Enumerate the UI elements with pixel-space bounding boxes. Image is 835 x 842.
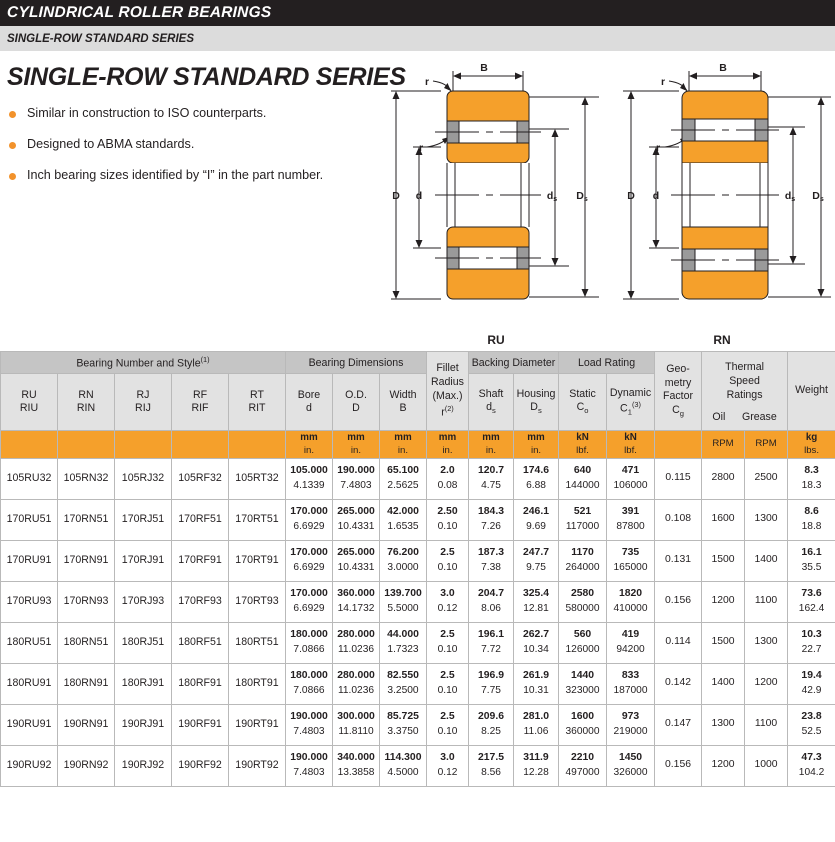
cell-ru: 180RU91	[1, 663, 58, 704]
units-housing: mm in.	[514, 431, 559, 459]
cell-rf: 105RF32	[172, 458, 229, 499]
cell-housing: 311.9 12.28	[514, 745, 559, 786]
cell-shaft: 196.1 7.72	[469, 622, 514, 663]
cell-housing: 246.1 9.69	[514, 499, 559, 540]
cell-rt: 180RT51	[229, 622, 286, 663]
cell-geometry: 0.147	[655, 704, 702, 745]
cell-bore: 190.000 7.4803	[286, 704, 333, 745]
cell-shaft: 187.3 7.38	[469, 540, 514, 581]
cell-static: 1600 360000	[559, 704, 607, 745]
cell-oil-rpm: 1500	[702, 622, 745, 663]
column-header-rf: RF RIF	[172, 374, 229, 431]
cell-shaft: 209.6 8.25	[469, 704, 514, 745]
cell-rj: 190RJ91	[115, 704, 172, 745]
cell-fillet: 2.0 0.08	[427, 458, 469, 499]
group-header-bearing-number: Bearing Number and Style$^{(1)}$	[1, 352, 286, 374]
cell-oil-rpm: 1200	[702, 581, 745, 622]
column-header-rn: RN RIN	[58, 374, 115, 431]
cell-fillet: 3.0 0.12	[427, 581, 469, 622]
cell-width: 85.725 3.3750	[380, 704, 427, 745]
dim-label-ds-housing: Ds	[576, 190, 588, 203]
cell-bore: 170.000 6.6929	[286, 499, 333, 540]
bearing-spec-table	[0, 351, 835, 787]
units-blank	[172, 431, 229, 459]
cell-rt: 170RT91	[229, 540, 286, 581]
column-header-static-load: Static $C_o$	[559, 374, 607, 431]
cell-rj: 170RJ91	[115, 540, 172, 581]
figure-caption-rn: RN	[713, 333, 731, 347]
units-grease-rpm: RPM	[745, 431, 788, 459]
cell-housing: 281.0 11.06	[514, 704, 559, 745]
cell-rj: 170RJ51	[115, 499, 172, 540]
cell-oil-rpm: 1400	[702, 663, 745, 704]
dim-label-r-inner: r	[418, 142, 424, 154]
units-oil-rpm: RPM	[702, 431, 745, 459]
feature-bullet-list	[9, 106, 379, 199]
bullet-dot-icon	[9, 142, 16, 149]
dim-label-r-inner: r	[655, 142, 661, 154]
thermal-oil-label: Oil	[712, 411, 726, 424]
cell-geometry: 0.131	[655, 540, 702, 581]
cell-rt: 170RT93	[229, 581, 286, 622]
cell-ru: 190RU92	[1, 745, 58, 786]
cell-oil-rpm: 1300	[702, 704, 745, 745]
bullet-dot-icon	[9, 111, 16, 118]
cell-od: 300.000 11.8110	[333, 704, 380, 745]
units-blank	[58, 431, 115, 459]
table-row	[1, 540, 835, 581]
units-static: kN lbf.	[559, 431, 607, 459]
cell-grease-rpm: 1400	[745, 540, 788, 581]
units-width: mm in.	[380, 431, 427, 459]
units-blank	[229, 431, 286, 459]
cell-grease-rpm: 1300	[745, 622, 788, 663]
intro-section	[0, 51, 835, 351]
cell-dynamic: 1820 410000	[607, 581, 655, 622]
dim-label-r-top: r	[424, 76, 430, 88]
cell-weight: 8.6 18.8	[788, 499, 835, 540]
thermal-grease-label: Grease	[741, 411, 777, 424]
column-header-rt: RT RIT	[229, 374, 286, 431]
cell-rn: 190RN91	[58, 704, 115, 745]
cell-housing: 325.4 12.81	[514, 581, 559, 622]
page-title: SINGLE-ROW STANDARD SERIES	[7, 63, 406, 91]
dim-label-b: B	[719, 62, 727, 74]
table-row	[1, 458, 835, 499]
cell-shaft: 204.7 8.06	[469, 581, 514, 622]
cell-fillet: 3.0 0.12	[427, 745, 469, 786]
cell-width: 44.000 1.7323	[380, 622, 427, 663]
cell-width: 42.000 1.6535	[380, 499, 427, 540]
bullet-text: Inch bearing sizes identified by “I” in the part number.	[27, 168, 324, 182]
cell-ru: 105RU32	[1, 458, 58, 499]
cell-rn: 170RN91	[58, 540, 115, 581]
cell-weight: 16.1 35.5	[788, 540, 835, 581]
cell-geometry: 0.156	[655, 581, 702, 622]
page-banner-subtitle	[0, 26, 835, 51]
bullet-text: Designed to ABMA standards.	[27, 137, 195, 151]
banner-title-text: CYLINDRICAL ROLLER BEARINGS	[6, 4, 272, 21]
units-fillet: mm in.	[427, 431, 469, 459]
table-row	[1, 663, 835, 704]
cell-rn: 170RN93	[58, 581, 115, 622]
cell-rn: 170RN51	[58, 499, 115, 540]
cell-static: 1440 323000	[559, 663, 607, 704]
cell-housing: 262.7 10.34	[514, 622, 559, 663]
dim-label-r-top: r	[660, 76, 666, 88]
cell-grease-rpm: 2500	[745, 458, 788, 499]
cell-shaft: 120.7 4.75	[469, 458, 514, 499]
column-header-bore: Bore d	[286, 374, 333, 431]
cell-rf: 180RF51	[172, 622, 229, 663]
dim-label-b: B	[480, 62, 488, 74]
figure-caption-ru: RU	[487, 333, 505, 347]
group-header-load-rating: Load Rating	[559, 352, 655, 374]
cell-rf: 190RF91	[172, 704, 229, 745]
column-header-geometry-factor: Geo- metry Factor $C_g$	[655, 352, 702, 431]
cell-width: 114.300 4.5000	[380, 745, 427, 786]
cell-dynamic: 973 219000	[607, 704, 655, 745]
units-dynamic: kN lbf.	[607, 431, 655, 459]
cell-grease-rpm: 1100	[745, 704, 788, 745]
column-header-shaft: Shaft $d_s$	[469, 374, 514, 431]
cell-width: 139.700 5.5000	[380, 581, 427, 622]
cell-ru: 180RU51	[1, 622, 58, 663]
cell-rj: 180RJ51	[115, 622, 172, 663]
cell-grease-rpm: 1100	[745, 581, 788, 622]
bearing-diagram-rn	[609, 59, 835, 349]
dim-label-ds-shaft: ds	[784, 190, 796, 203]
cell-rf: 170RF93	[172, 581, 229, 622]
cell-weight: 19.4 42.9	[788, 663, 835, 704]
table-row	[1, 581, 835, 622]
cell-geometry: 0.142	[655, 663, 702, 704]
units-bore: mm in.	[286, 431, 333, 459]
cell-od: 340.000 13.3858	[333, 745, 380, 786]
list-item	[9, 137, 379, 151]
table-group-header-row	[1, 352, 835, 374]
column-header-width: Width B	[380, 374, 427, 431]
bullet-dot-icon	[9, 173, 16, 180]
group-header-backing-diameter: Backing Diameter	[469, 352, 559, 374]
cell-geometry: 0.156	[655, 745, 702, 786]
cell-rf: 190RF92	[172, 745, 229, 786]
table-row	[1, 499, 835, 540]
cell-od: 280.000 11.0236	[333, 663, 380, 704]
cell-rt: 105RT32	[229, 458, 286, 499]
cell-shaft: 184.3 7.26	[469, 499, 514, 540]
cell-rt: 170RT51	[229, 499, 286, 540]
cell-static: 560 126000	[559, 622, 607, 663]
cell-rj: 170RJ93	[115, 581, 172, 622]
cell-bore: 170.000 6.6929	[286, 540, 333, 581]
cell-fillet: 2.5 0.10	[427, 663, 469, 704]
banner-subtitle-text: SINGLE-ROW STANDARD SERIES	[7, 32, 194, 45]
cell-rf: 170RF91	[172, 540, 229, 581]
figure-group	[383, 59, 835, 349]
dim-label-d-bore: d	[415, 190, 423, 202]
cell-rj: 105RJ32	[115, 458, 172, 499]
cell-shaft: 217.5 8.56	[469, 745, 514, 786]
cell-rj: 180RJ91	[115, 663, 172, 704]
cell-ru: 170RU93	[1, 581, 58, 622]
cell-weight: 10.3 22.7	[788, 622, 835, 663]
cell-rf: 170RF51	[172, 499, 229, 540]
cell-dynamic: 391 87800	[607, 499, 655, 540]
cell-od: 265.000 10.4331	[333, 499, 380, 540]
cell-geometry: 0.108	[655, 499, 702, 540]
cell-static: 640 144000	[559, 458, 607, 499]
dim-label-d-outer: D	[627, 190, 635, 202]
cell-grease-rpm: 1200	[745, 663, 788, 704]
column-header-fillet-radius: Fillet Radius (Max.) $r^{(2)}$	[427, 352, 469, 431]
page-banner-title	[0, 0, 835, 26]
list-item	[9, 168, 379, 182]
dim-label-d-outer: D	[392, 190, 400, 202]
bearing-diagram-ru	[383, 59, 609, 349]
column-header-rj: RJ RIJ	[115, 374, 172, 431]
cell-rn: 105RN32	[58, 458, 115, 499]
cell-rt: 190RT91	[229, 704, 286, 745]
cell-static: 2580 580000	[559, 581, 607, 622]
column-header-ru: RU RIU	[1, 374, 58, 431]
cell-od: 265.000 10.4331	[333, 540, 380, 581]
cell-bore: 105.000 4.1339	[286, 458, 333, 499]
cell-housing: 261.9 10.31	[514, 663, 559, 704]
cell-width: 65.100 2.5625	[380, 458, 427, 499]
cell-width: 76.200 3.0000	[380, 540, 427, 581]
cell-bore: 190.000 7.4803	[286, 745, 333, 786]
cell-rt: 180RT91	[229, 663, 286, 704]
column-header-housing: Housing $D_s$	[514, 374, 559, 431]
units-blank-geometry	[655, 431, 702, 459]
cell-oil-rpm: 1500	[702, 540, 745, 581]
cell-weight: 73.6 162.4	[788, 581, 835, 622]
cell-shaft: 196.9 7.75	[469, 663, 514, 704]
cell-fillet: 2.5 0.10	[427, 704, 469, 745]
table-body	[1, 458, 835, 786]
cell-width: 82.550 3.2500	[380, 663, 427, 704]
cell-fillet: 2.5 0.10	[427, 540, 469, 581]
cell-ru: 170RU91	[1, 540, 58, 581]
cell-dynamic: 419 94200	[607, 622, 655, 663]
column-header-dynamic-load: Dynamic $C_1^{(3)}$	[607, 374, 655, 431]
cell-od: 190.000 7.4803	[333, 458, 380, 499]
table-units-row	[1, 431, 835, 459]
cell-rt: 190RT92	[229, 745, 286, 786]
units-blank	[1, 431, 58, 459]
cell-housing: 174.6 6.88	[514, 458, 559, 499]
cell-fillet: 2.50 0.10	[427, 499, 469, 540]
cell-rn: 180RN51	[58, 622, 115, 663]
cell-rj: 190RJ92	[115, 745, 172, 786]
column-header-od: O.D. D	[333, 374, 380, 431]
rn-drawing-svg	[609, 59, 835, 331]
units-od: mm in.	[333, 431, 380, 459]
cell-bore: 180.000 7.0866	[286, 622, 333, 663]
cell-dynamic: 735 165000	[607, 540, 655, 581]
table-row	[1, 704, 835, 745]
cell-bore: 180.000 7.0866	[286, 663, 333, 704]
cell-ru: 190RU91	[1, 704, 58, 745]
cell-static: 1170 264000	[559, 540, 607, 581]
dim-label-d-bore: d	[652, 190, 660, 202]
table-row	[1, 745, 835, 786]
cell-oil-rpm: 2800	[702, 458, 745, 499]
cell-oil-rpm: 1600	[702, 499, 745, 540]
cell-bore: 170.000 6.6929	[286, 581, 333, 622]
cell-rn: 180RN91	[58, 663, 115, 704]
cell-rf: 180RF91	[172, 663, 229, 704]
units-blank	[115, 431, 172, 459]
cell-grease-rpm: 1300	[745, 499, 788, 540]
list-item	[9, 106, 379, 120]
cell-dynamic: 471 106000	[607, 458, 655, 499]
cell-od: 360.000 14.1732	[333, 581, 380, 622]
dim-label-ds-shaft: ds	[546, 190, 558, 203]
cell-fillet: 2.5 0.10	[427, 622, 469, 663]
cell-od: 280.000 11.0236	[333, 622, 380, 663]
cell-geometry: 0.115	[655, 458, 702, 499]
units-shaft: mm in.	[469, 431, 514, 459]
cell-ru: 170RU51	[1, 499, 58, 540]
cell-dynamic: 833 187000	[607, 663, 655, 704]
table-row	[1, 622, 835, 663]
ru-drawing-svg	[383, 59, 609, 331]
cell-dynamic: 1450 326000	[607, 745, 655, 786]
cell-static: 2210 497000	[559, 745, 607, 786]
cell-oil-rpm: 1200	[702, 745, 745, 786]
cell-housing: 247.7 9.75	[514, 540, 559, 581]
cell-weight: 23.8 52.5	[788, 704, 835, 745]
bullet-text: Similar in construction to ISO counterparts.	[27, 106, 267, 120]
cell-geometry: 0.114	[655, 622, 702, 663]
cell-grease-rpm: 1000	[745, 745, 788, 786]
cell-weight: 8.3 18.3	[788, 458, 835, 499]
cell-rn: 190RN92	[58, 745, 115, 786]
units-weight: kg lbs.	[788, 431, 835, 459]
column-header-thermal-speed-ratings: Thermal Speed Ratings Oil Grease	[702, 352, 788, 431]
group-header-bearing-dimensions: Bearing Dimensions	[286, 352, 427, 374]
dim-label-ds-housing: Ds	[812, 190, 824, 203]
column-header-weight: Weight	[788, 352, 835, 431]
cell-static: 521 117000	[559, 499, 607, 540]
cell-weight: 47.3 104.2	[788, 745, 835, 786]
